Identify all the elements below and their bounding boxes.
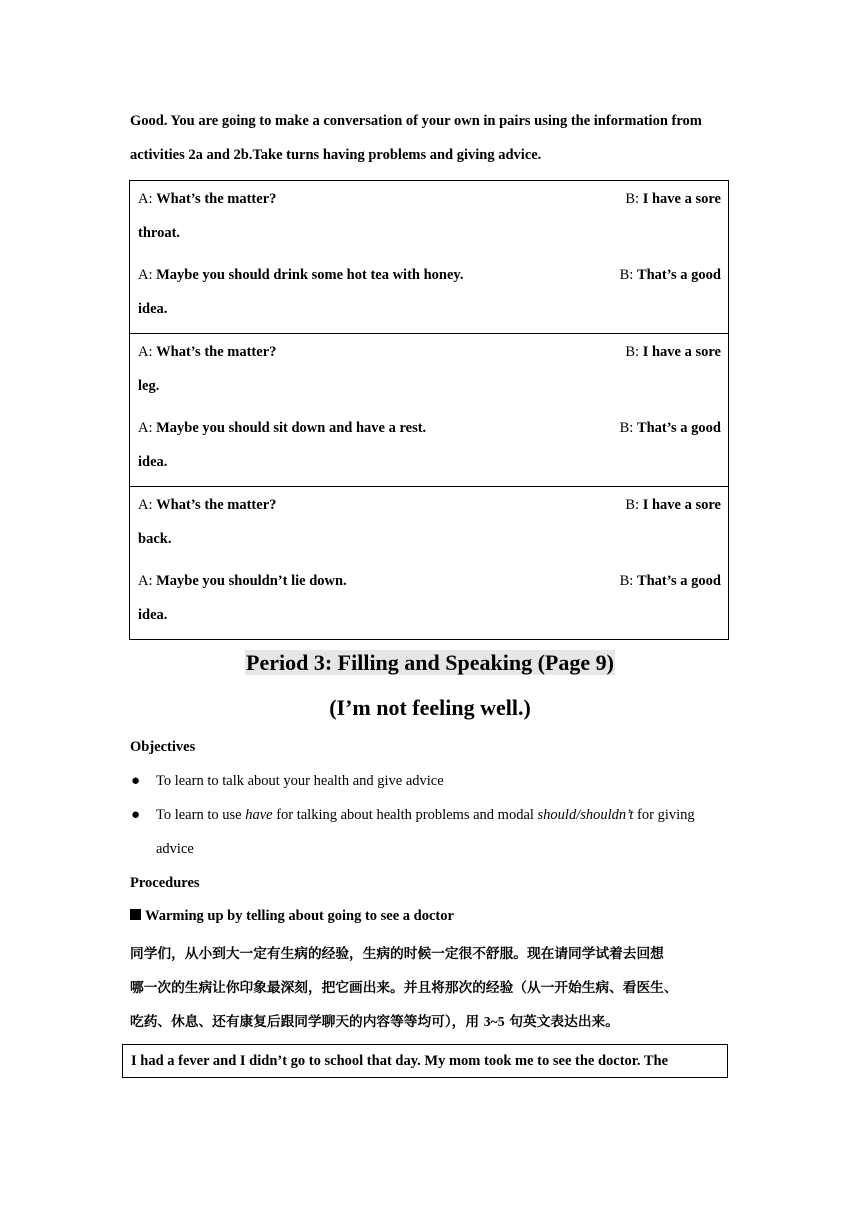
objectives-heading: Objectives (130, 739, 196, 755)
objective-emphasis: should/shouldn’t (537, 807, 634, 823)
bullet-icon: ● (131, 807, 141, 823)
suggestion-text: Maybe you shouldn’t lie down. (156, 573, 347, 589)
dialog-reply (620, 573, 721, 590)
speaker-label: B: (625, 191, 640, 207)
dialog-reply-tail (138, 454, 167, 471)
dialog-reply-tail (138, 301, 167, 318)
intro-line-1: Good. You are going to make a conversation of your own in pairs using the information from (130, 113, 702, 129)
sample-answer-box (122, 1044, 728, 1078)
period-subtitle-row (0, 695, 860, 721)
dialog-reply-tail (138, 607, 167, 624)
objective-item-1: To learn to talk about your health and give advice (156, 773, 444, 789)
reply-text: That’s a good (636, 267, 721, 283)
cn-instruction-line-3 (130, 1010, 732, 1030)
bullet-icon: ● (131, 773, 141, 789)
reply-tail-text: idea. (138, 454, 168, 470)
sample-answer-text: I had a fever and I didn’t go to school that day. My mom took me to see the doctor. The (131, 1053, 669, 1069)
reply-tail-text: idea. (138, 607, 168, 623)
dialog-cell-1 (130, 181, 728, 333)
dialog-answer (625, 344, 721, 361)
dialog-answer-tail (138, 531, 171, 548)
speaker-label: A: (138, 267, 153, 283)
answer-text: I have a sore (642, 191, 721, 207)
answer-tail-text: leg. (138, 378, 160, 394)
dialog-answer-tail (138, 378, 159, 395)
dialog-answer-tail (138, 225, 180, 242)
question-text: What’s the matter? (156, 344, 277, 360)
question-text: What’s the matter? (156, 191, 277, 207)
reply-tail-text: idea. (138, 301, 168, 317)
objective-item-2 (156, 807, 732, 824)
dialog-question (138, 191, 276, 208)
step-heading (130, 908, 454, 925)
objective-text: To learn to use (156, 807, 246, 823)
dialog-table (129, 180, 729, 640)
speaker-label: A: (138, 420, 153, 436)
reply-text: That’s a good (636, 573, 721, 589)
cn-instruction-line-1: 同学们，从小到大一定有生病的经验，生病的时候一定很不舒服。现在请同学试着去回想 (130, 946, 664, 962)
cn-instruction-line-2: 哪一次的生病让你印象最深刻，把它画出来。并且将那次的经验（从一开始生病、看医生、 (130, 980, 678, 996)
speaker-label: B: (619, 573, 634, 589)
question-text: What’s the matter? (156, 497, 277, 513)
dialog-answer (625, 497, 721, 514)
speaker-label: A: (138, 573, 153, 589)
cn-number: 3~5 (483, 1014, 505, 1029)
speaker-label: B: (625, 344, 640, 360)
dialog-question (138, 344, 276, 361)
reply-text: That’s a good (636, 420, 721, 436)
speaker-label: B: (625, 497, 640, 513)
answer-text: I have a sore (642, 497, 721, 513)
intro-line-2: activities 2a and 2b.Take turns having problems and giving advice. (130, 147, 542, 163)
objective-text: for giving (633, 807, 695, 823)
intro-paragraph (130, 104, 732, 172)
period-title: Period 3: Filling and Speaking (Page 9) (246, 650, 614, 675)
dialog-cell-3 (130, 486, 728, 639)
dialog-suggestion (138, 573, 347, 590)
period-subtitle: (I’m not feeling well.) (329, 695, 531, 720)
answer-tail-text: throat. (138, 225, 181, 241)
answer-tail-text: back. (138, 531, 172, 547)
objective-text: for talking about health problems and modal (272, 807, 538, 823)
suggestion-text: Maybe you should drink some hot tea with honey. (156, 267, 464, 283)
speaker-label: B: (619, 267, 634, 283)
answer-text: I have a sore (642, 344, 721, 360)
speaker-label: A: (138, 191, 153, 207)
dialog-answer (625, 191, 721, 208)
suggestion-text: Maybe you should sit down and have a rest. (156, 420, 427, 436)
speaker-label: A: (138, 344, 153, 360)
dialog-suggestion (138, 420, 426, 437)
square-bullet-icon (130, 909, 141, 920)
objective-emphasis: have (245, 807, 273, 823)
speaker-label: A: (138, 497, 153, 513)
dialog-suggestion (138, 267, 464, 284)
dialog-cell-2 (130, 333, 728, 486)
period-title-row (0, 650, 860, 676)
procedures-heading: Procedures (130, 875, 200, 891)
cn-text: 吃药、休息、还有康复后跟同学聊天的内容等等均可），用 (130, 1014, 484, 1030)
dialog-reply (620, 420, 721, 437)
objective-item-2-tail: advice (156, 841, 194, 857)
step-title: Warming up by telling about going to see a doctor (145, 908, 454, 924)
cn-text: 句英文表达出来。 (504, 1014, 619, 1030)
dialog-reply (620, 267, 721, 284)
dialog-question (138, 497, 276, 514)
speaker-label: B: (619, 420, 634, 436)
